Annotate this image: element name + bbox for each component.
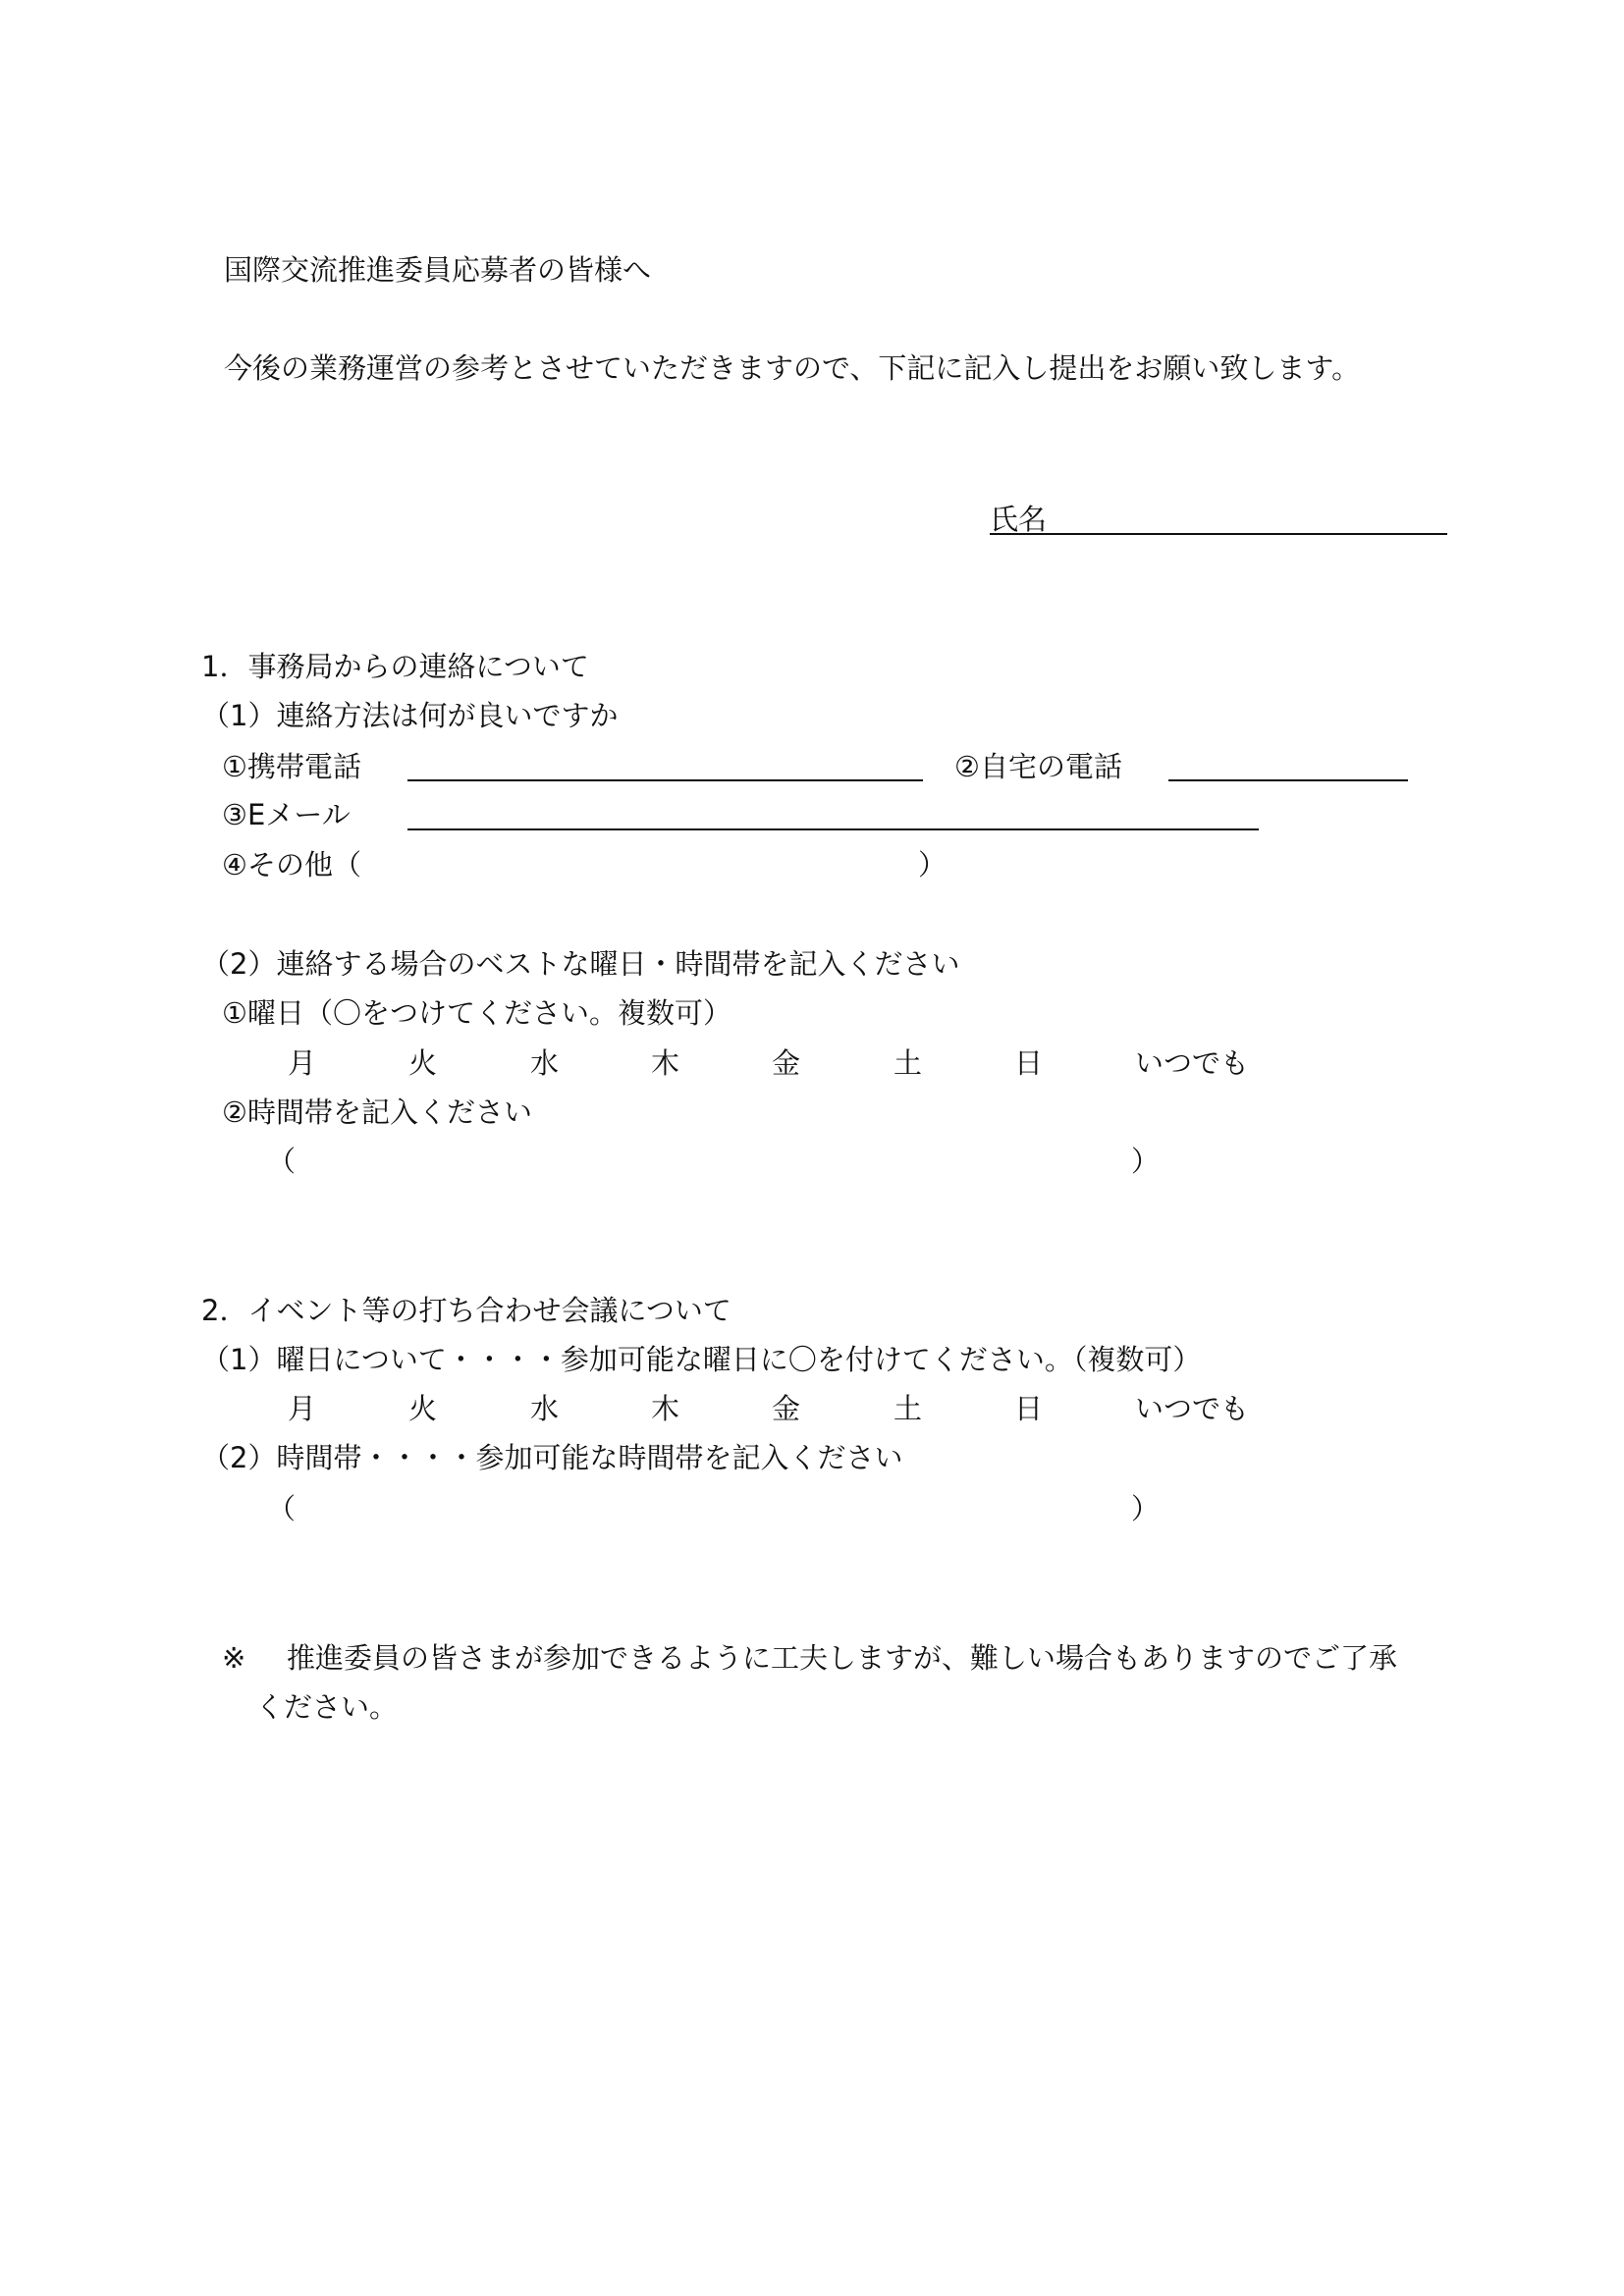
other-close: ） (918, 848, 947, 881)
s1-day-fri[interactable]: 金 (772, 1046, 801, 1080)
s1-time-paren-close: ） (1131, 1145, 1161, 1178)
section1-q2-label: （2）連絡する場合のベストな曜日・時間帯を記入ください (201, 947, 960, 981)
s2-day-wed[interactable]: 水 (530, 1392, 560, 1425)
s1-day-mon[interactable]: 月 (288, 1046, 317, 1080)
s2-day-sun[interactable]: 日 (1014, 1392, 1044, 1425)
s2-time-paren-close: ） (1131, 1492, 1161, 1525)
s2-day-thu[interactable]: 木 (651, 1392, 680, 1425)
note-line1: 推進委員の皆さまが参加できるように工夫しますが、難しい場合もありますのでご了承 (287, 1641, 1398, 1675)
section1-q1-label: （1）連絡方法は何が良いですか (201, 699, 619, 732)
section2-heading: 2．イベント等の打ち合わせ会議について (201, 1294, 731, 1327)
home-phone-label: ②自宅の電話 (954, 750, 1122, 783)
note-mark: ※ (222, 1641, 246, 1675)
section1-heading: 1．事務局からの連絡について (201, 650, 589, 683)
section1-days-label: ①曜日（〇をつけてください。複数可） (222, 996, 731, 1030)
intro-text: 今後の業務運営の参考とさせていただきますので、下記に記入し提出をお願い致します。 (224, 351, 1361, 385)
mobile-label: ①携帯電話 (222, 750, 361, 783)
salutation: 国際交流推進委員応募者の皆様へ (224, 253, 652, 287)
s1-time-paren-open: （ (267, 1145, 297, 1178)
s2-day-sat[interactable]: 土 (893, 1392, 923, 1425)
s1-day-sun[interactable]: 日 (1014, 1046, 1044, 1080)
s2-day-fri[interactable]: 金 (772, 1392, 801, 1425)
s1-day-tue[interactable]: 火 (408, 1046, 438, 1080)
section1-time-label: ②時間帯を記入ください (222, 1095, 532, 1129)
s1-day-thu[interactable]: 木 (651, 1046, 680, 1080)
name-underline[interactable] (990, 533, 1447, 535)
mobile-underline[interactable] (407, 779, 923, 781)
s2-day-mon[interactable]: 月 (288, 1392, 317, 1425)
other-open: ④その他（ (222, 848, 361, 881)
home-phone-underline[interactable] (1168, 779, 1408, 781)
s2-day-tue[interactable]: 火 (408, 1392, 438, 1425)
note-line2: ください。 (255, 1690, 399, 1724)
s1-day-sat[interactable]: 土 (893, 1046, 923, 1080)
email-underline[interactable] (407, 828, 1259, 830)
email-label: ③Eメール (222, 798, 351, 831)
section2-q2-label: （2）時間帯・・・・参加可能な時間帯を記入ください (201, 1441, 903, 1474)
section2-q1-label: （1）曜日について・・・・参加可能な曜日に〇を付けてください。（複数可） (201, 1343, 1202, 1376)
s2-time-paren-open: （ (267, 1492, 297, 1525)
name-label: 氏名 (990, 503, 1048, 536)
s2-day-anytime[interactable]: いつでも (1135, 1392, 1250, 1425)
s1-day-anytime[interactable]: いつでも (1135, 1046, 1250, 1080)
s1-day-wed[interactable]: 水 (530, 1046, 560, 1080)
